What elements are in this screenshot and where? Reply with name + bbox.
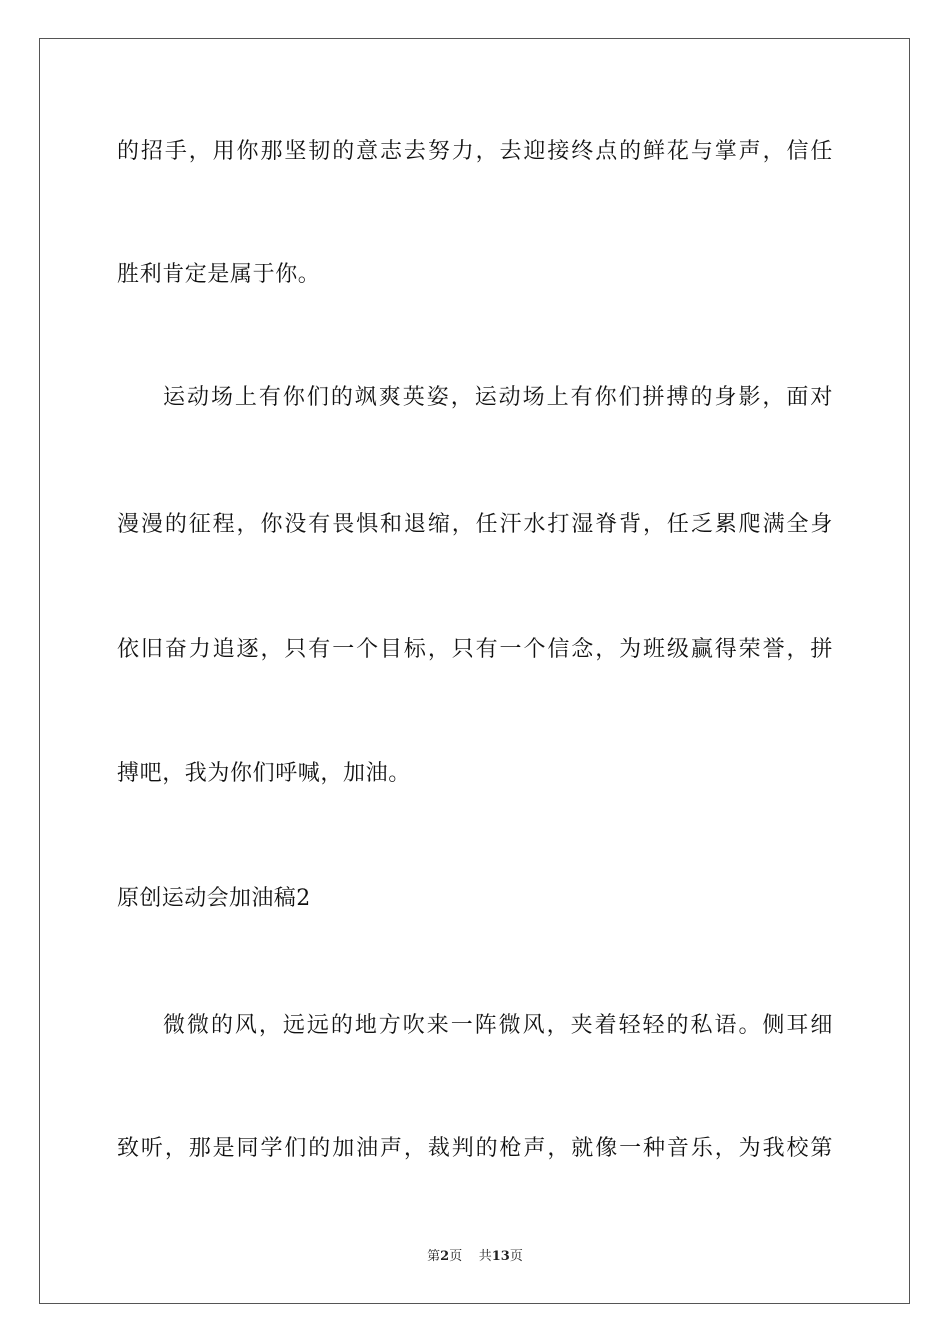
- text-line: 运动场上有你们的飒爽英姿，运动场上有你们拼搏的身影，面对: [163, 385, 833, 410]
- total-prefix: 共: [478, 1249, 492, 1264]
- text-line: 的招手，用你那坚韧的意志去努力，去迎接终点的鲜花与掌声，信任: [117, 139, 833, 164]
- text-line: 漫漫的征程，你没有畏惧和退缩，任汗水打湿脊背，任乏累爬满全身: [117, 512, 833, 537]
- page-suffix: 页: [449, 1249, 463, 1264]
- text-line: 胜利肯定是属于你。: [117, 262, 321, 287]
- page-border: [39, 38, 910, 1304]
- text-line: 搏吧，我为你们呼喊，加油。: [117, 761, 411, 786]
- total-pages: 13: [491, 1249, 510, 1264]
- text-line: 微微的风，远远的地方吹来一阵微风，夹着轻轻的私语。侧耳细: [163, 1013, 833, 1038]
- text-line: 依旧奋力追逐，只有一个目标，只有一个信念，为班级赢得荣誉，拼: [117, 637, 833, 662]
- total-suffix: 页: [509, 1249, 523, 1264]
- text-line: 致听，那是同学们的加油声，裁判的枪声，就像一种音乐，为我校第: [117, 1136, 833, 1161]
- page-footer: [0, 1248, 950, 1266]
- page-prefix: 第: [427, 1249, 441, 1264]
- page-number: 2: [440, 1249, 450, 1264]
- section-heading: 原创运动会加油稿2: [117, 886, 311, 911]
